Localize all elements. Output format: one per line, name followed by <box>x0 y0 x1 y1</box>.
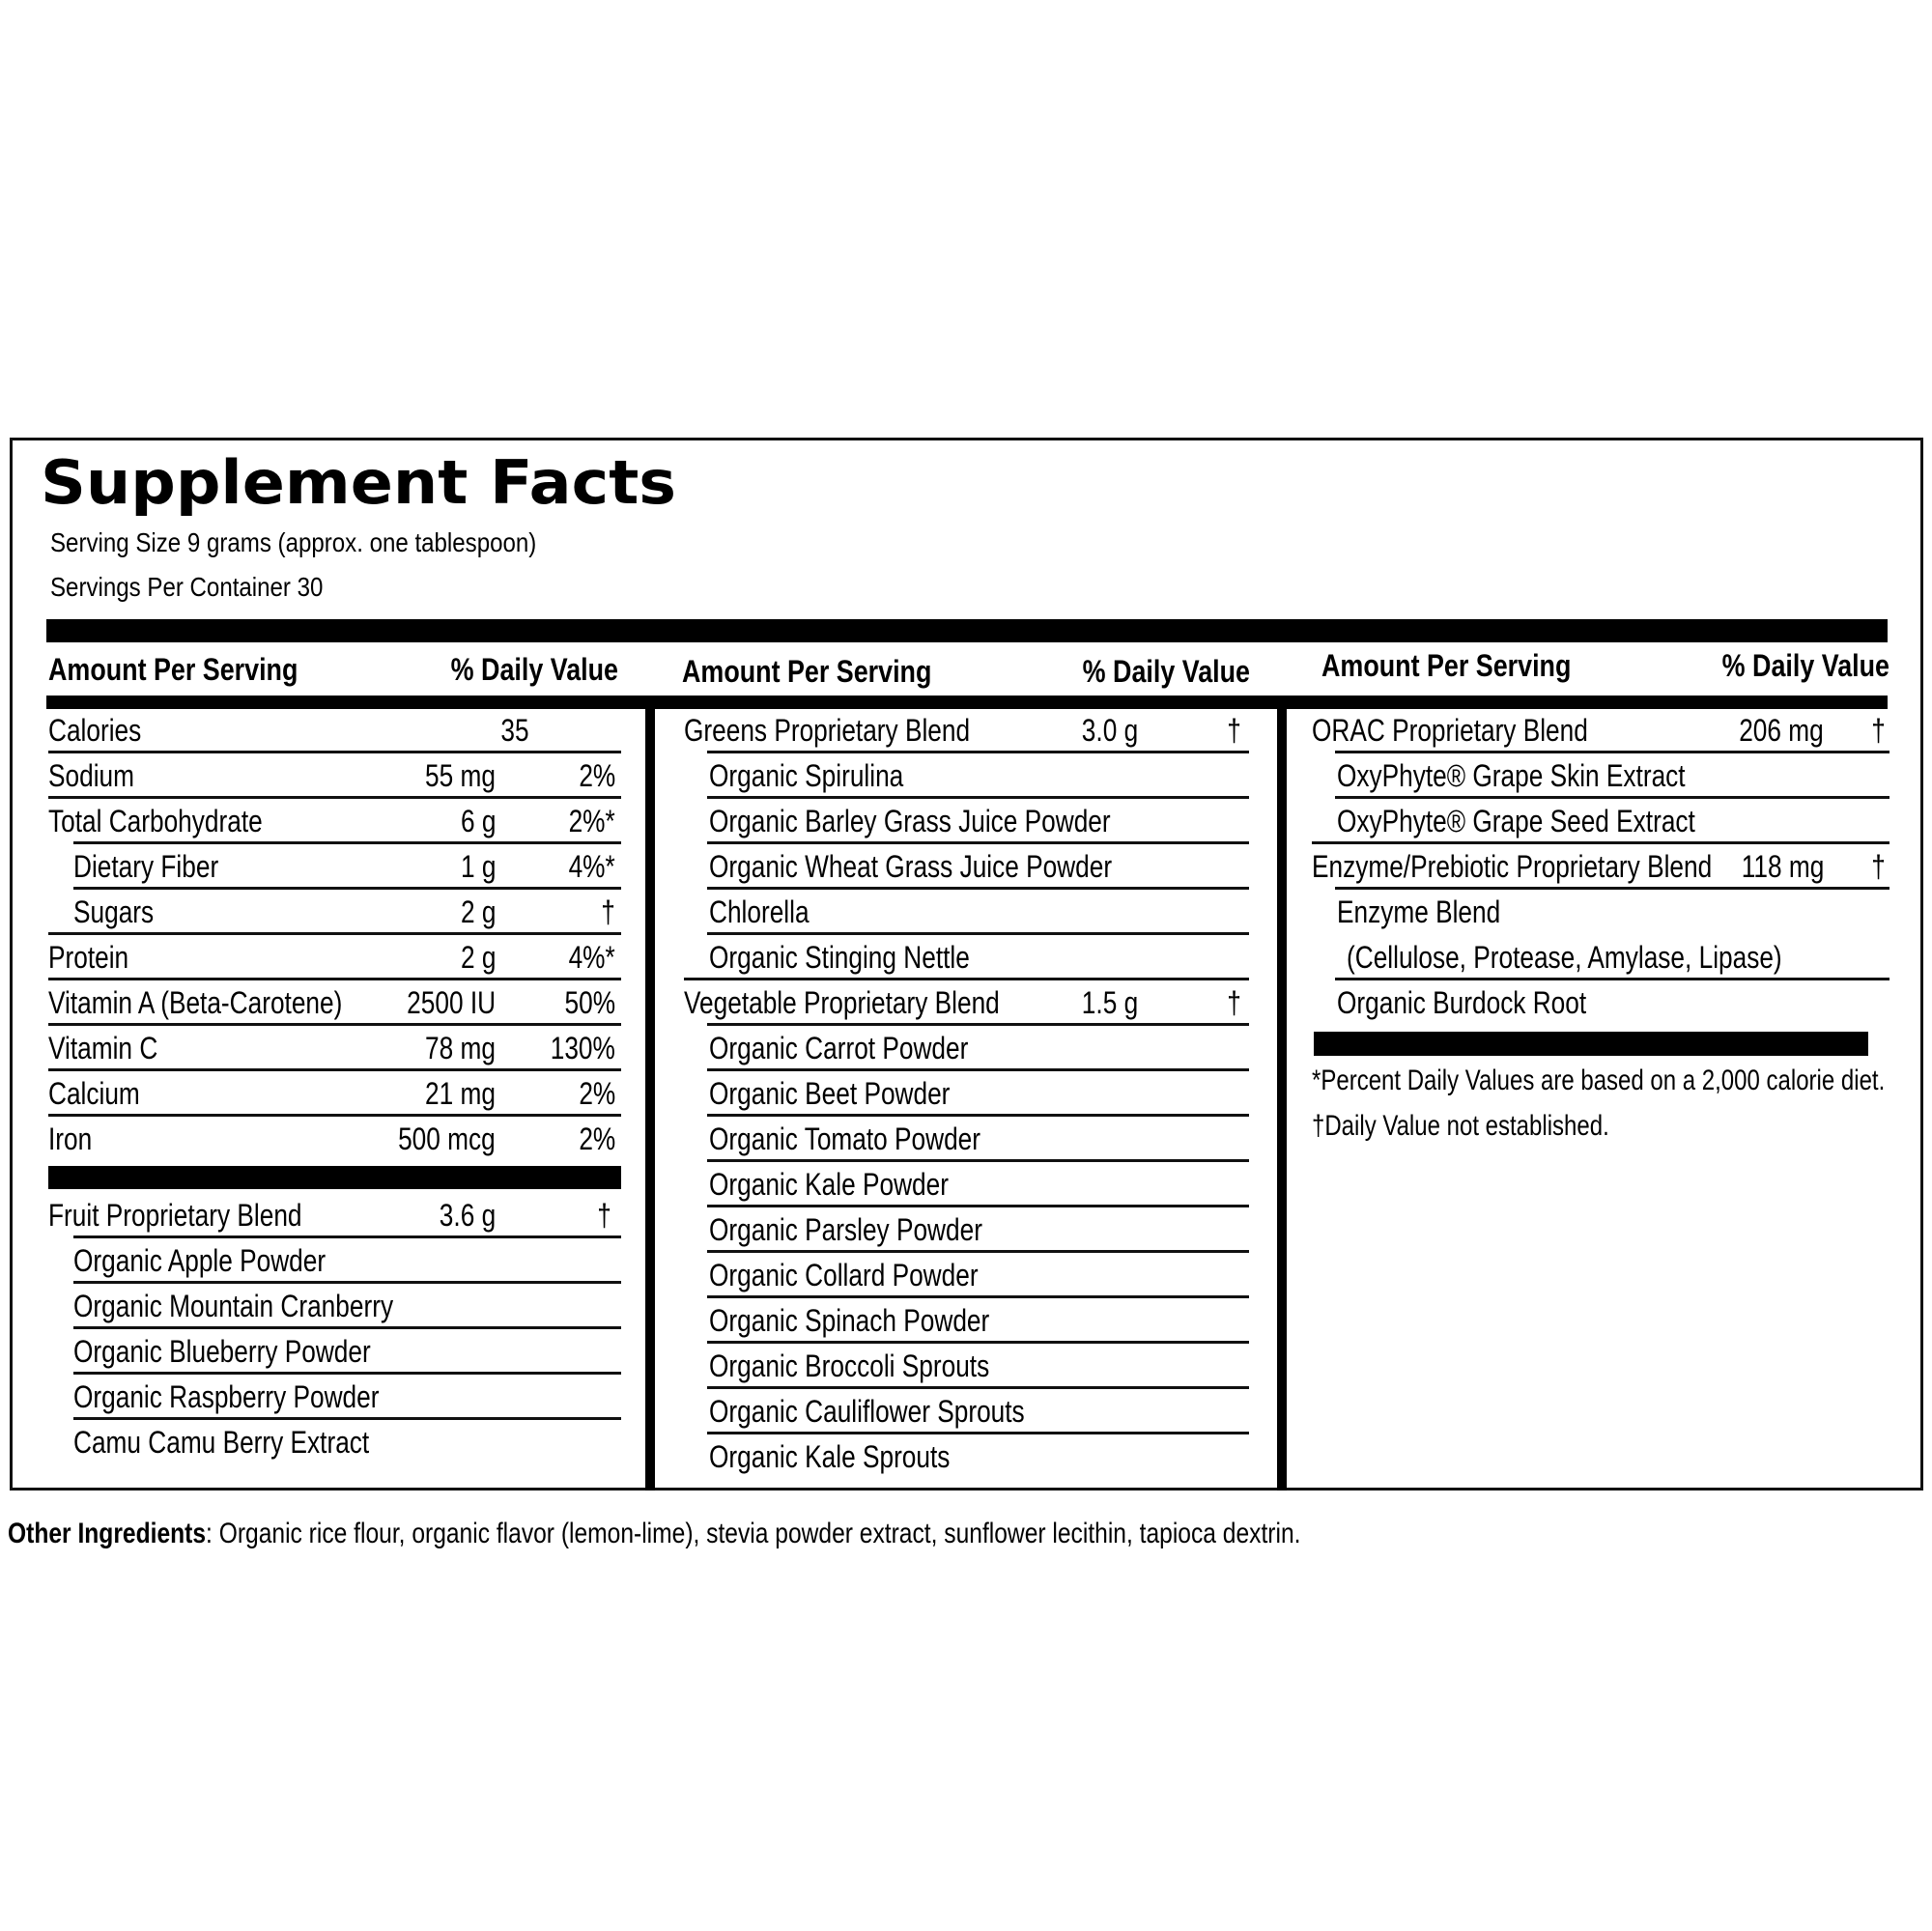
fruit-blend-row: Fruit Proprietary Blend 3.6 g † <box>48 1189 621 1238</box>
servings-per-container: Servings Per Container 30 <box>50 572 324 602</box>
footnote-dagger: †Daily Value not established. <box>1312 1110 1609 1142</box>
column-3 <box>1312 708 1889 1056</box>
vegetable-ingredient: Organic Carrot Powder <box>684 1026 1249 1071</box>
col1-header-amount: Amount Per Serving <box>48 652 298 687</box>
nutrient-row-iron: Iron 500 mcg 2% <box>48 1122 615 1156</box>
nutrient-row-calories: Calories 35 <box>48 708 621 753</box>
nutrient-row-sugars: Sugars 2 g † <box>48 890 621 935</box>
orac-blend-row: ORAC Proprietary Blend 206 mg † <box>1312 708 1889 753</box>
footnote-divider-bar <box>1314 1032 1868 1056</box>
col3-header-amount: Amount Per Serving <box>1321 648 1572 683</box>
nutrient-row-vitamin-a: Vitamin A (Beta-Carotene) 2500 IU 50% <box>48 980 621 1026</box>
greens-ingredient: Chlorella <box>684 890 1249 935</box>
fruit-ingredient: Organic Raspberry Powder <box>48 1375 621 1420</box>
fruit-ingredient: Organic Mountain Cranberry <box>48 1284 621 1329</box>
column-divider-1 <box>645 696 655 1491</box>
other-ingredients-text: : Organic rice flour, organic flavor (lemon-lime), stevia powder extract, sunflower lecithin, tapioca dextrin. <box>206 1518 1301 1549</box>
nutrient-row-sodium: Sodium 55 mg 2% <box>48 753 621 799</box>
column-1 <box>48 708 621 1465</box>
enzyme-ingredient: Organic Burdock Root <box>1337 985 1587 1020</box>
greens-ingredient: Organic Spirulina <box>684 753 1249 799</box>
nutrient-row-calcium: Calcium 21 mg 2% <box>48 1071 621 1117</box>
enzyme-blend-row: Enzyme/Prebiotic Proprietary Blend 118 mg † <box>1312 844 1889 890</box>
nutrient-row-protein: Protein 2 g 4%* <box>48 935 621 980</box>
panel-title: Supplement Facts <box>41 447 677 518</box>
serving-size: Serving Size 9 grams (approx. one tablespoon) <box>50 527 537 557</box>
header-divider-bar <box>46 696 1888 709</box>
greens-ingredient: Organic Stinging Nettle <box>684 935 1249 980</box>
col1-header-dv: % Daily Value <box>450 652 618 687</box>
other-ingredients <box>8 1512 1300 1556</box>
vegetable-ingredient: Organic Broccoli Sprouts <box>684 1344 1249 1389</box>
greens-ingredient: Organic Barley Grass Juice Powder <box>684 799 1249 844</box>
orac-ingredient: OxyPhyte® Grape Seed Extract <box>1312 799 1889 844</box>
orac-ingredient: OxyPhyte® Grape Skin Extract <box>1312 753 1889 799</box>
nutrient-row-vitamin-c: Vitamin C 78 mg 130% <box>48 1026 621 1071</box>
vegetable-ingredient: Organic Kale Powder <box>684 1162 1249 1207</box>
vegetable-ingredient: Organic Collard Powder <box>684 1253 1249 1298</box>
col3-header-dv: % Daily Value <box>1721 648 1889 683</box>
nutrient-row-dietary-fiber: Dietary Fiber 1 g 4%* <box>48 844 621 890</box>
vegetable-ingredient: Organic Beet Powder <box>684 1071 1249 1117</box>
fruit-blend-divider-bar <box>48 1166 621 1189</box>
footnote-daily-values: *Percent Daily Values are based on a 2,000 calorie diet. <box>1312 1065 1886 1096</box>
col2-header-amount: Amount Per Serving <box>682 654 932 689</box>
fruit-ingredient: Camu Camu Berry Extract <box>73 1425 370 1460</box>
other-ingredients-label: Other Ingredients <box>8 1518 207 1549</box>
vegetable-blend-row: Vegetable Proprietary Blend 1.5 g † <box>684 980 1249 1026</box>
enzyme-ingredient: Enzyme Blend <box>1337 895 1501 929</box>
vegetable-ingredient: Organic Tomato Powder <box>684 1117 1249 1162</box>
column-2 <box>684 708 1249 1480</box>
greens-ingredient: Organic Wheat Grass Juice Powder <box>684 844 1249 890</box>
fruit-ingredient: Organic Blueberry Powder <box>48 1329 621 1375</box>
col2-header-dv: % Daily Value <box>1082 654 1250 689</box>
fruit-ingredient: Organic Apple Powder <box>48 1238 621 1284</box>
nutrient-row-total-carbohydrate: Total Carbohydrate 6 g 2%* <box>48 799 621 844</box>
vegetable-ingredient: Organic Spinach Powder <box>684 1298 1249 1344</box>
vegetable-ingredient: Organic Cauliflower Sprouts <box>684 1389 1249 1434</box>
top-divider-bar <box>46 619 1888 642</box>
vegetable-ingredient: Organic Parsley Powder <box>684 1207 1249 1253</box>
enzyme-ingredient-detail: (Cellulose, Protease, Amylase, Lipase) <box>1312 935 1889 980</box>
greens-blend-row: Greens Proprietary Blend 3.0 g † <box>684 708 1249 753</box>
vegetable-ingredient: Organic Kale Sprouts <box>709 1439 951 1474</box>
column-divider-2 <box>1277 696 1287 1491</box>
